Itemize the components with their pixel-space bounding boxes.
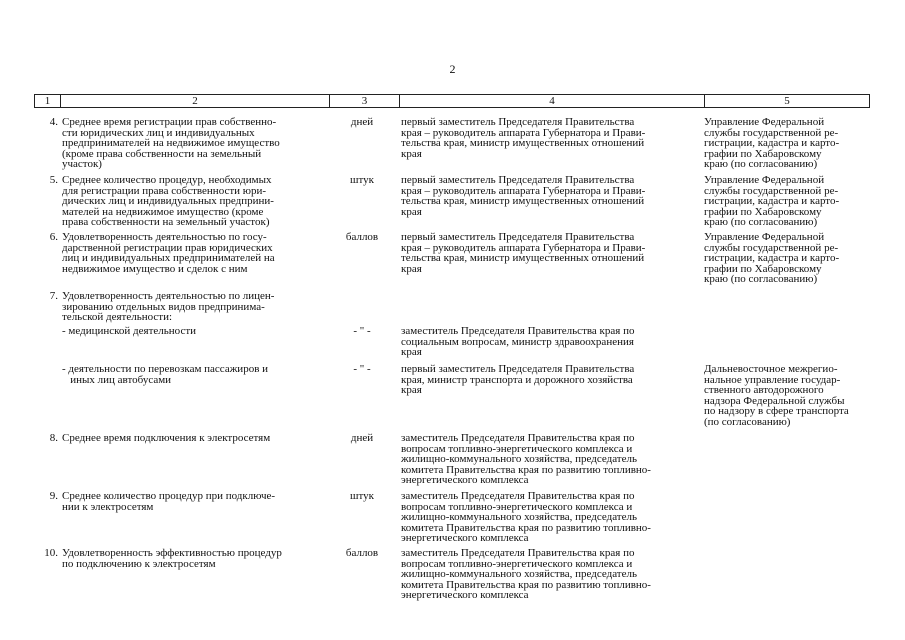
participant: Управление Федеральной службы государственной ре- гистрации, кадастра и карто- графии по Хабаровскому краю (по согласованию) (704, 116, 840, 171)
unit: штук (350, 490, 374, 502)
indicator-name: Удовлетворенность эффективностью процедур по подключению к электросетям (62, 547, 282, 570)
indicator-name: Удовлетворенность деятельностью по лицен- зированию отдельных видов предпринима- тельской деятельности: (62, 290, 275, 324)
header-col-4: 4 (399, 95, 704, 107)
row-number: 4. (49, 116, 58, 128)
responsible: заместитель Председателя Правительства края по социальным вопросам, министр здравоохранения края (401, 325, 635, 359)
row-number: 8. (49, 432, 58, 444)
indicator-name: Среднее количество процедур, необходимых для регистрации права собственности юри- дических лиц и индивидуальных предприни- мателей на недвижимое имущество (кроме права собственности на земельный участок) (62, 174, 274, 229)
indicator-name: Среднее время подключения к электросетям (62, 432, 271, 444)
participant: Управление Федеральной службы государственной ре- гистрации, кадастра и карто- графии по Хабаровскому краю (по согласованию) (704, 231, 840, 286)
responsible: первый заместитель Председателя Правительства края – руководитель аппарата Губернатора и Прави- тельства края, министр имущественных отношений края (401, 116, 646, 160)
responsible: первый заместитель Председателя Правительства края, министр транспорта и дорожного хозяйства края (401, 363, 635, 397)
participant: Управление Федеральной службы государственной ре- гистрации, кадастра и карто- графии по Хабаровскому краю (по согласованию) (704, 174, 840, 229)
unit: - " - (353, 363, 371, 375)
indicator-name: Среднее время регистрации прав собственно- сти юридических лиц и индивидуальных предпринимателей на недвижимое имущество (кроме права собственности на земельный участок) (62, 116, 280, 171)
unit: - " - (353, 325, 371, 337)
header-col-1: 1 (44, 95, 51, 107)
row-number: 9. (49, 490, 58, 502)
unit: дней (350, 116, 374, 128)
row-number: 7. (49, 290, 58, 302)
participant: Дальневосточное межрегио- нальное управление государ- ственного автодорожного надзора Федеральной службы по надзору в сфере транспорта (по согласованию) (704, 363, 849, 428)
responsible: первый заместитель Председателя Правительства края – руководитель аппарата Губернатора и Прави- тельства края, министр имущественных отношений края (401, 231, 646, 275)
table-header (34, 94, 870, 108)
responsible: первый заместитель Председателя Правительства края – руководитель аппарата Губернатора и Прави- тельства края, министр имущественных отношений края (401, 174, 646, 218)
indicator-name: - деятельности по перевозкам пассажиров и иных лиц автобусами (62, 363, 269, 386)
header-col-2: 2 (60, 95, 329, 107)
indicator-name: - медицинской деятельности (62, 325, 197, 337)
page-number: 2 (449, 62, 456, 76)
unit: штук (350, 174, 374, 186)
responsible: заместитель Председателя Правительства края по вопросам топливно-энергетического комплекса и жилищно-коммунального хозяйства, председатель комитета Правительства края по развитию топливно- энергетического комплекса (401, 432, 651, 487)
row-number: 6. (49, 231, 58, 243)
responsible: заместитель Председателя Правительства края по вопросам топливно-энергетического комплекса и жилищно-коммунального хозяйства, председатель комитета Правительства края по развитию топливно- энергетического комплекса (401, 490, 651, 545)
row-number: 5. (49, 174, 58, 186)
unit: баллов (345, 547, 379, 559)
indicator-name: Среднее количество процедур при подключе- нии к электросетям (62, 490, 276, 513)
header-col-5: 5 (704, 95, 869, 107)
row-number: 10. (44, 547, 58, 559)
indicator-name: Удовлетворенность деятельностью по госу- дарственной регистрации прав юридических лиц и индивидуальных предпринимателей на недвижимое имущество и сделок с ним (62, 231, 275, 275)
header-col-3: 3 (329, 95, 399, 107)
unit: дней (350, 432, 374, 444)
responsible: заместитель Председателя Правительства края по вопросам топливно-энергетического комплекса и жилищно-коммунального хозяйства, председатель комитета Правительства края по развитию топливно- энергетического комплекса (401, 547, 651, 602)
unit: баллов (345, 231, 379, 243)
